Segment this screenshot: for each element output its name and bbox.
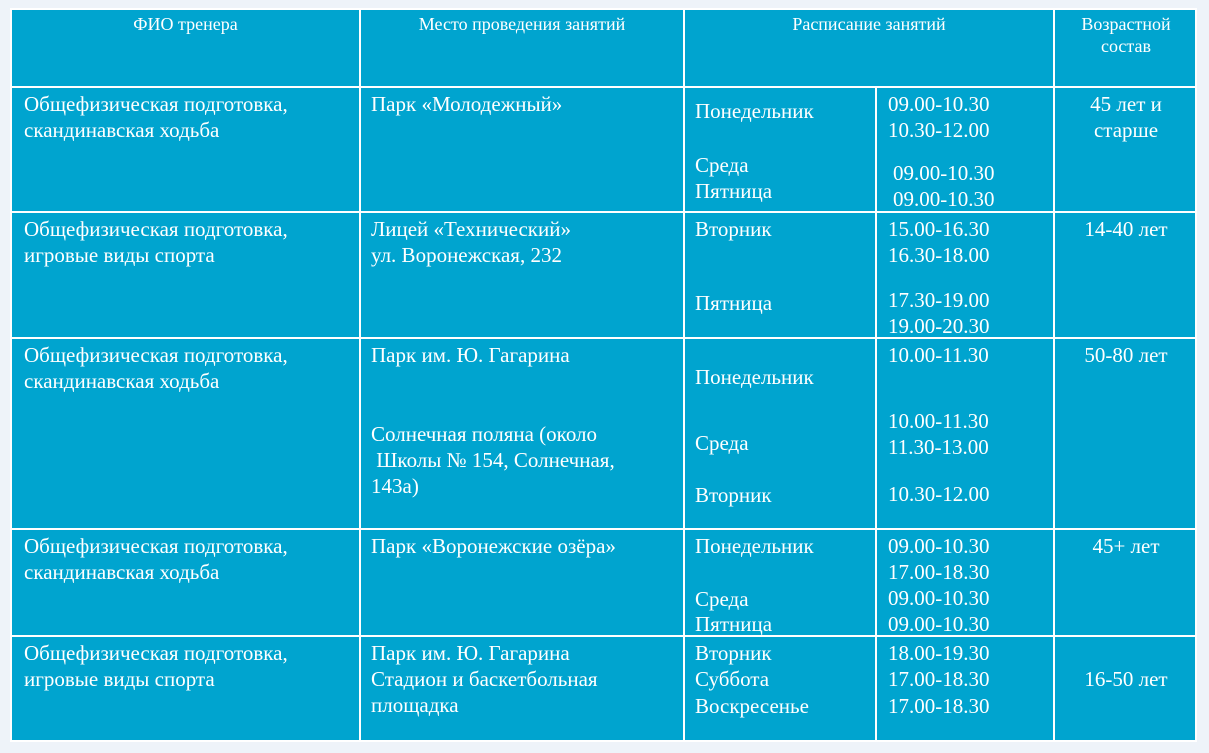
row1-place: Парк «Молодежный»: [371, 92, 563, 116]
row1-time: 10.30-12.00: [888, 118, 990, 142]
row4-age: 45+ лет: [1092, 534, 1160, 558]
row4-time: 17.00-18.30: [888, 560, 990, 584]
row2-time: 19.00-20.30: [888, 314, 990, 338]
row5-time: 17.00-18.30: [888, 667, 990, 691]
row2-time: 15.00-16.30: [888, 217, 990, 241]
row3-place: Парк им. Ю. Гагарина: [371, 343, 570, 367]
row2-time: 16.30-18.00: [888, 243, 990, 267]
column-divider: [683, 10, 685, 740]
row3-activity: Общефизическая подготовка, скандинавская ходьба: [24, 343, 288, 393]
row1-time: 09.00-10.30: [893, 187, 995, 211]
row-divider: [12, 528, 1195, 530]
row3-age: 50-80 лет: [1084, 343, 1168, 367]
column-divider: [359, 10, 361, 740]
row2-time: 17.30-19.00: [888, 288, 990, 312]
row5-age: 16-50 лет: [1084, 667, 1168, 691]
header-age: Возрастной состав: [1081, 14, 1171, 56]
row4-place: Парк «Воронежские озёра»: [371, 534, 616, 558]
row-divider: [12, 635, 1195, 637]
row5-activity: Общефизическая подготовка, игровые виды спорта: [24, 641, 288, 691]
header-trainer: ФИО тренера: [133, 14, 238, 34]
row2-age: 14-40 лет: [1084, 217, 1168, 241]
row4-time: 09.00-10.30: [888, 612, 990, 636]
row5-day: Вторник: [695, 641, 772, 665]
row1-activity: Общефизическая подготовка, скандинавская ходьба: [24, 92, 288, 142]
row2-day: Вторник: [695, 217, 772, 241]
header-schedule: Расписание занятий: [792, 14, 946, 34]
row4-activity: Общефизическая подготовка, скандинавская ходьба: [24, 534, 288, 584]
row3-place-extra: Солнечная поляна (около Школы № 154, Солнечная, 143а): [371, 422, 615, 498]
row1-day: Понедельник: [695, 99, 814, 123]
row2-day: Пятница: [695, 291, 773, 315]
row-divider: [12, 211, 1195, 213]
row3-time: 10.00-11.30: [888, 343, 989, 367]
row3-time: 10.00-11.30: [888, 409, 989, 433]
row1-age: 45 лет и старше: [1090, 92, 1162, 142]
schedule-subcolumn-divider: [875, 88, 877, 740]
row3-time: 10.30-12.00: [888, 482, 990, 506]
row5-day: Воскресенье: [695, 694, 809, 718]
row5-day: Суббота: [695, 667, 770, 691]
schedule-table: [10, 8, 1197, 742]
row4-day: Пятница: [695, 612, 773, 636]
row3-day: Понедельник: [695, 365, 814, 389]
row3-day: Среда: [695, 431, 749, 455]
row1-time: 09.00-10.30: [888, 92, 990, 116]
row-divider: [12, 86, 1195, 88]
row4-time: 09.00-10.30: [888, 534, 990, 558]
row2-activity: Общефизическая подготовка, игровые виды спорта: [24, 217, 288, 267]
row3-day: Вторник: [695, 483, 772, 507]
row1-day: Среда: [695, 153, 749, 177]
row2-place: Лицей «Технический» ул. Воронежская, 232: [371, 217, 571, 267]
row4-day: Среда: [695, 587, 749, 611]
row4-day: Понедельник: [695, 534, 814, 558]
row1-day: Пятница: [695, 179, 773, 203]
row4-time: 09.00-10.30: [888, 586, 990, 610]
header-place: Место проведения занятий: [418, 14, 626, 34]
row3-time: 11.30-13.00: [888, 435, 989, 459]
row5-time: 17.00-18.30: [888, 694, 990, 718]
row5-place: Парк им. Ю. Гагарина Стадион и баскетбольная площадка: [371, 641, 598, 717]
row1-time: 09.00-10.30: [893, 161, 995, 185]
row-divider: [12, 337, 1195, 339]
row5-time: 18.00-19.30: [888, 641, 990, 665]
